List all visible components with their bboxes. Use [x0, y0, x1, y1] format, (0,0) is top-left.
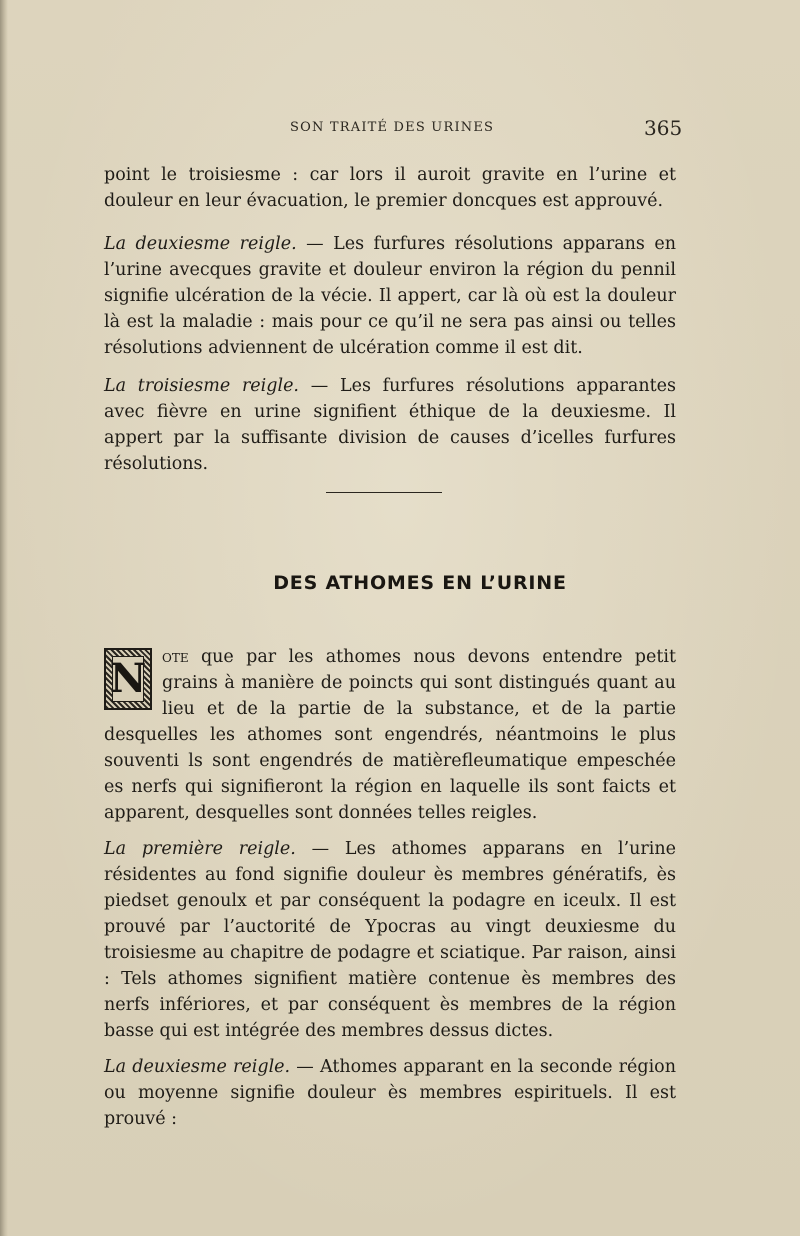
intro-smallcaps: ote: [162, 647, 189, 667]
dropcap-letter: N: [109, 655, 147, 702]
paragraph-rule-2: [104, 231, 676, 361]
rule-body: — Les furfures résolutions apparans en l’urine avecques gravite et douleur environ la région du pennil signifie ulcération de la vécie. Il appert, car là où est la douleur là est la maladie : mais pour ce qu’il ne sera pas ainsi ou telles résolutions adviennent de ulcération comme il est dit.: [104, 234, 676, 358]
rule-title: La deuxiesme reigle.: [104, 1057, 291, 1077]
paragraph-athomes-rule-2: [104, 1054, 676, 1132]
rule-title: La deuxiesme reigle.: [104, 234, 297, 254]
dropcap-ornament: [104, 648, 152, 710]
rule-body: — Les furfures résolutions apparantes avec fièvre en urine signifient éthique de la deuxiesme. Il appert par la suffisante division de causes d’icelles furfures résolutions.: [104, 376, 676, 474]
paragraph-continuation: [104, 162, 676, 214]
section-separator-rule: [326, 492, 442, 493]
rule-title: La première reigle.: [104, 839, 296, 859]
page-number: 365: [644, 116, 683, 140]
rule-body: — Les athomes apparans en l’urine résidentes au fond signifie douleur ès membres génératifs, ès piedset genoulx et par conséquent la podagre en iceulx. Il est prouvé par l’auctorité de Ypocras au vingt deuxiesme du troisiesme au chapitre de podagre et sciatique. Par raison, ainsi : Tels athomes signifient matière contenue ès membres des nerfs infériores, et par conséquent ès membres de la région basse qui est intégrée des membres dessus dictes.: [104, 839, 676, 1041]
dropcap-frame: [109, 655, 147, 702]
running-head: SON TRAITÉ DES URINES: [290, 120, 495, 135]
section-intro-paragraph: [104, 644, 676, 826]
paragraph-athomes-rule-1: [104, 836, 676, 1044]
paragraph-rule-3: [104, 373, 676, 477]
paragraph-text: point le troisiesme : car lors il auroit gravite en l’urine et douleur en leur évacuation, le premier doncques est approuvé.: [104, 165, 676, 211]
rule-title: La troisiesme reigle.: [104, 376, 299, 396]
intro-body: que par les athomes nous devons entendre petit grains à manière de poincts qui sont distingués quant au lieu et de la partie de la substance, et de la partie desquelles les athomes sont engendrés, néantmoins le plus souventi ls sont engendrés de matièrefleumatique empeschée es nerfs qui signifieront la région en laquelle ils sont faicts et apparent, desquelles sont données telles reigles.: [104, 647, 676, 823]
section-title: DES ATHOMES EN L’URINE: [273, 572, 567, 594]
rule-body: — Athomes apparant en la seconde région ou moyenne signifie douleur ès membres espirituels. Il est prouvé :: [104, 1057, 676, 1129]
page-spine-edge: [0, 0, 8, 1236]
